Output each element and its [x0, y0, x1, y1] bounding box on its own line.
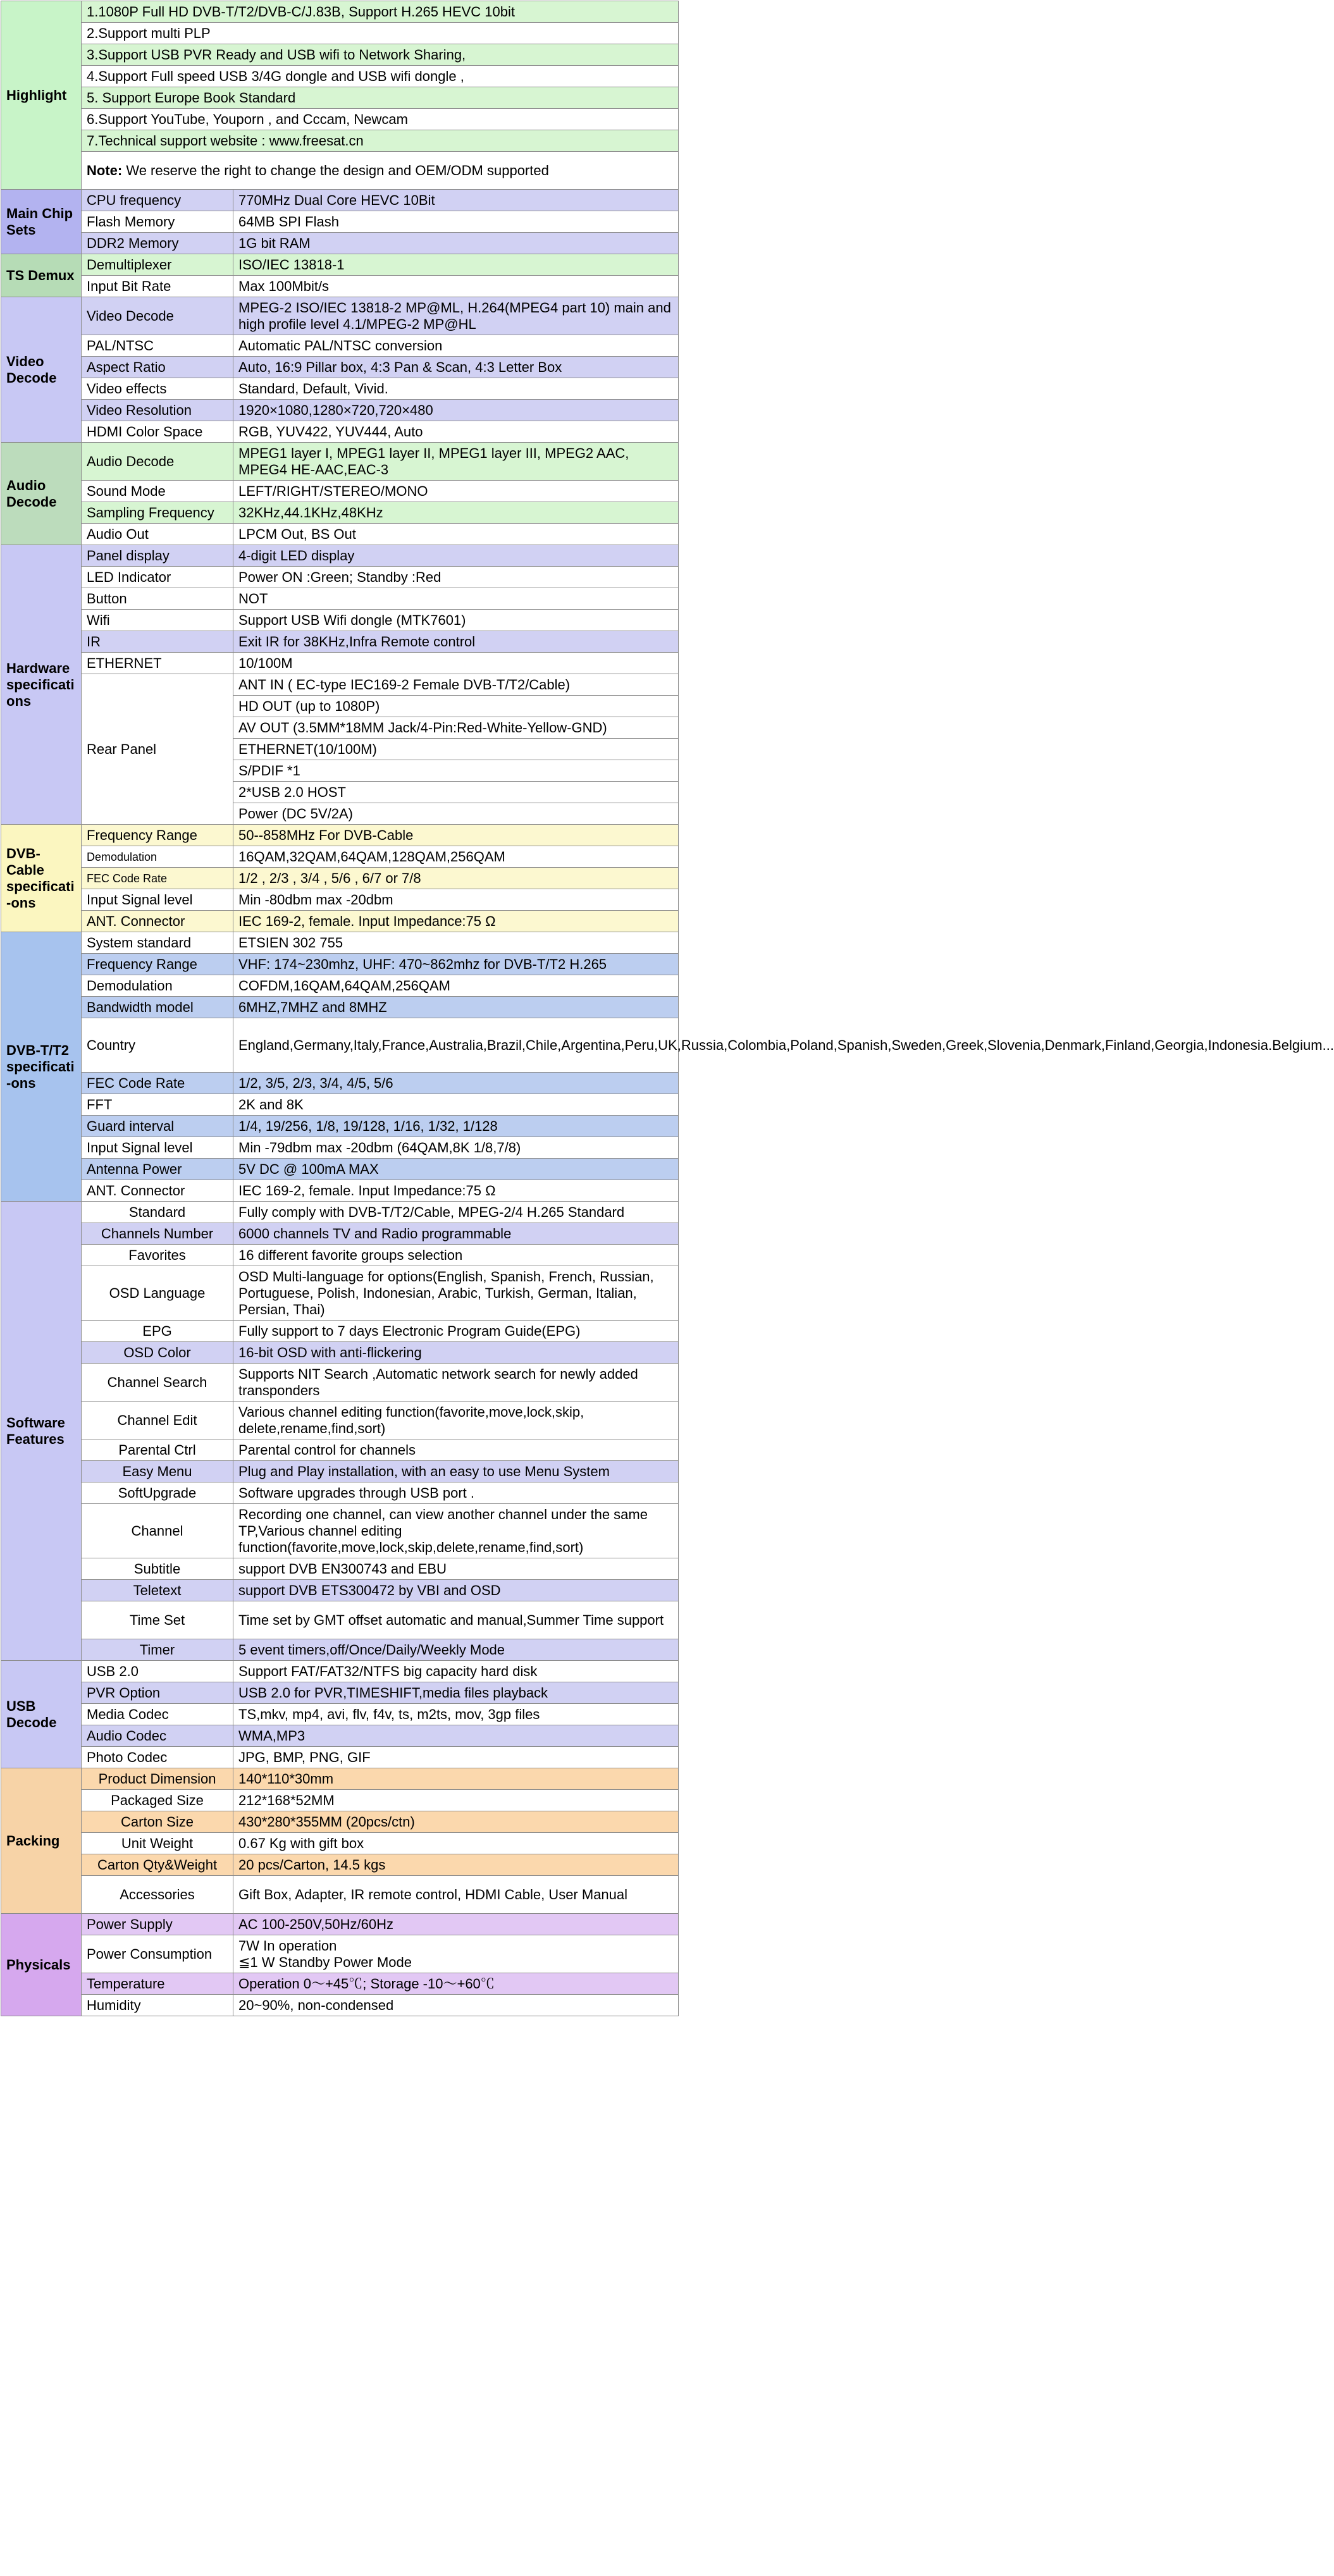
spec-row-hardware: [1, 631, 679, 653]
spec-value-media-codec: TS,mkv, mp4, avi, flv, f4v, ts, m2ts, mov, 3gp files: [233, 1704, 679, 1725]
spec-value-softupgrade: Software upgrades through USB port .: [233, 1482, 679, 1504]
spec-value-timer: 5 event timers,off/Once/Daily/Weekly Mode: [233, 1639, 679, 1661]
spec-row-dvbt: [1, 1116, 679, 1137]
spec-label-humidity: Humidity: [82, 1995, 233, 2016]
spec-label-led-indicator: LED Indicator: [82, 567, 233, 588]
highlight-text: 7.Technical support website : www.freesat.cn: [87, 132, 364, 149]
spec-label-video-decode: Video Decode: [82, 297, 233, 335]
spec-row-physicals: [1, 1935, 679, 1973]
spec-value-ir: Exit IR for 38KHz,Infra Remote control: [233, 631, 679, 653]
spec-row-software: [1, 1482, 679, 1504]
section-label-packing: Packing: [1, 1768, 82, 1914]
spec-label-carton-qty-weight: Carton Qty&Weight: [82, 1854, 233, 1876]
spec-row-software: [1, 1266, 679, 1321]
rear-panel-item: ANT IN ( EC-type IEC169-2 Female DVB-T/T2/Cable): [233, 674, 679, 696]
spec-row-audio: [1, 502, 679, 524]
spec-label-video-resolution: Video Resolution: [82, 400, 233, 421]
section-label-physicals: Physicals: [1, 1914, 82, 2016]
spec-row-usb: [1, 1725, 679, 1747]
spec-row-packing: [1, 1811, 679, 1833]
spec-row-dvbt: [1, 975, 679, 997]
spec-value-guard-interval: 1/4, 19/256, 1/8, 19/128, 1/16, 1/32, 1/128: [233, 1116, 679, 1137]
spec-row-dvbt: [1, 1159, 679, 1180]
spec-label-system-standard: System standard: [82, 932, 233, 954]
spec-value-unit-weight: 0.67 Kg with gift box: [233, 1833, 679, 1854]
spec-value-video-decode: MPEG-2 ISO/IEC 13818-2 MP@ML, H.264(MPEG4 part 10) main and high profile level 4.1/MPEG-2 MP@HL: [233, 297, 679, 335]
spec-value-input-signal-level: Min -79dbm max -20dbm (64QAM,8K 1/8,7/8): [233, 1137, 679, 1159]
spec-row-software: [1, 1601, 679, 1639]
highlight-text: 1.1080P Full HD DVB-T/T2/DVB-C/J.83B, Support H.265 HEVC 10bit: [87, 3, 515, 20]
spec-row-dvbc: [1, 846, 679, 868]
spec-label-channel-edit: Channel Edit: [82, 1402, 233, 1439]
spec-value-demultiplexer: ISO/IEC 13818-1: [233, 254, 679, 276]
spec-label-ant-connector: ANT. Connector: [82, 1180, 233, 1202]
spec-row-highlight: [1, 1, 679, 23]
spec-row-tsdemux: [1, 254, 679, 276]
highlight-item: [82, 152, 679, 190]
spec-label-wifi: Wifi: [82, 610, 233, 631]
spec-row-audio: [1, 524, 679, 545]
spec-row-video: [1, 335, 679, 357]
spec-label-guard-interval: Guard interval: [82, 1116, 233, 1137]
spec-value-favorites: 16 different favorite groups selection: [233, 1245, 679, 1266]
rear-panel-item: ETHERNET(10/100M): [233, 739, 679, 760]
spec-row-audio: [1, 481, 679, 502]
spec-label-ddr2-memory: DDR2 Memory: [82, 233, 233, 254]
spec-row-hardware: [1, 610, 679, 631]
spec-row-software: [1, 1364, 679, 1402]
spec-label-carton-size: Carton Size: [82, 1811, 233, 1833]
spec-value-standard: Fully comply with DVB-T/T2/Cable, MPEG-2/4 H.265 Standard: [233, 1202, 679, 1223]
highlight-item: [82, 130, 679, 152]
spec-label-media-codec: Media Codec: [82, 1704, 233, 1725]
spec-value-led-indicator: Power ON :Green; Standby :Red: [233, 567, 679, 588]
spec-value-carton-qty-weight: 20 pcs/Carton, 14.5 kgs: [233, 1854, 679, 1876]
spec-row-video: [1, 378, 679, 400]
highlight-item: [82, 109, 679, 130]
spec-row-highlight: [1, 66, 679, 87]
spec-value-channels-number: 6000 channels TV and Radio programmable: [233, 1223, 679, 1245]
spec-label-aspect-ratio: Aspect Ratio: [82, 357, 233, 378]
spec-label-demultiplexer: Demultiplexer: [82, 254, 233, 276]
spec-value-teletext: support DVB ETS300472 by VBI and OSD: [233, 1580, 679, 1601]
spec-value-hdmi-color-space: RGB, YUV422, YUV444, Auto: [233, 421, 679, 443]
spec-row-highlight: [1, 130, 679, 152]
highlight-item: [82, 1, 679, 23]
section-label-software: Software Features: [1, 1202, 82, 1661]
spec-value-packaged-size: 212*168*52MM: [233, 1790, 679, 1811]
spec-row-software: [1, 1223, 679, 1245]
spec-label-product-dimension: Product Dimension: [82, 1768, 233, 1790]
spec-row-video: [1, 400, 679, 421]
spec-label-favorites: Favorites: [82, 1245, 233, 1266]
spec-row-tsdemux: [1, 276, 679, 297]
spec-value-power-supply: AC 100-250V,50Hz/60Hz: [233, 1914, 679, 1935]
spec-label-osd-color: OSD Color: [82, 1342, 233, 1364]
spec-label-frequency-range: Frequency Range: [82, 954, 233, 975]
section-label-dvbt: DVB-T/T2 specificati -ons: [1, 932, 82, 1202]
section-label-hardware: Hardware specificati ons: [1, 545, 82, 825]
spec-value-fec-code-rate: 1/2 , 2/3 , 3/4 , 5/6 , 6/7 or 7/8: [233, 868, 679, 889]
spec-row-dvbc: [1, 889, 679, 911]
spec-label-osd-language: OSD Language: [82, 1266, 233, 1321]
highlight-item: [82, 44, 679, 66]
highlight-item: [82, 23, 679, 44]
spec-label-demodulation: Demodulation: [82, 975, 233, 997]
spec-row-highlight: [1, 23, 679, 44]
spec-row-software: [1, 1402, 679, 1439]
spec-value-photo-codec: JPG, BMP, PNG, GIF: [233, 1747, 679, 1768]
section-label-video: Video Decode: [1, 297, 82, 443]
spec-row-mainchip: [1, 233, 679, 254]
spec-value-panel-display: 4-digit LED display: [233, 545, 679, 567]
spec-value-aspect-ratio: Auto, 16:9 Pillar box, 4:3 Pan & Scan, 4:3 Letter Box: [233, 357, 679, 378]
spec-row-dvbc: [1, 825, 679, 846]
highlight-item: [82, 87, 679, 109]
spec-label-audio-codec: Audio Codec: [82, 1725, 233, 1747]
spec-label-bandwidth-model: Bandwidth model: [82, 997, 233, 1018]
spec-row-software: [1, 1439, 679, 1461]
spec-value-system-standard: ETSIEN 302 755: [233, 932, 679, 954]
spec-value-audio-codec: WMA,MP3: [233, 1725, 679, 1747]
spec-label-ethernet: ETHERNET: [82, 653, 233, 674]
spec-label-time-set: Time Set: [82, 1601, 233, 1639]
spec-label-subtitle: Subtitle: [82, 1558, 233, 1580]
spec-label-standard: Standard: [82, 1202, 233, 1223]
spec-row-mainchip: [1, 211, 679, 233]
spec-value-ddr2-memory: 1G bit RAM: [233, 233, 679, 254]
spec-value-antenna-power: 5V DC @ 100mA MAX: [233, 1159, 679, 1180]
section-label-highlight: Highlight: [1, 1, 82, 190]
spec-row-software: [1, 1580, 679, 1601]
spec-label-fft: FFT: [82, 1094, 233, 1116]
spec-label-unit-weight: Unit Weight: [82, 1833, 233, 1854]
spec-row-dvbt: [1, 1094, 679, 1116]
spec-row-packing: [1, 1768, 679, 1790]
spec-value-button: NOT: [233, 588, 679, 610]
highlight-text: 3.Support USB PVR Ready and USB wifi to Network Sharing,: [87, 46, 466, 63]
spec-value-product-dimension: 140*110*30mm: [233, 1768, 679, 1790]
spec-table: [1, 1, 1334, 2016]
rear-panel-item: 2*USB 2.0 HOST: [233, 782, 679, 803]
spec-row-dvbt: [1, 1073, 679, 1094]
spec-value-demodulation: COFDM,16QAM,64QAM,256QAM: [233, 975, 679, 997]
spec-row-dvbt: [1, 1137, 679, 1159]
spec-value-audio-decode: MPEG1 layer I, MPEG1 layer II, MPEG1 layer III, MPEG2 AAC, MPEG4 HE-AAC,EAC-3: [233, 443, 679, 481]
rear-panel-item: Power (DC 5V/2A): [233, 803, 679, 825]
section-label-dvbc: DVB-Cable specificati -ons: [1, 825, 82, 932]
highlight-text: 4.Support Full speed USB 3/4G dongle and USB wifi dongle ,: [87, 68, 464, 84]
spec-row-hardware: [1, 567, 679, 588]
spec-row-software: [1, 1321, 679, 1342]
spec-row-highlight: [1, 152, 679, 190]
spec-label-button: Button: [82, 588, 233, 610]
section-label-audio: Audio Decode: [1, 443, 82, 545]
spec-label-antenna-power: Antenna Power: [82, 1159, 233, 1180]
spec-label-fec-code-rate: FEC Code Rate: [82, 1073, 233, 1094]
spec-row-software: [1, 1342, 679, 1364]
spec-value-video-resolution: 1920×1080,1280×720,720×480: [233, 400, 679, 421]
spec-row-usb: [1, 1747, 679, 1768]
spec-label-demodulation: Demodulation: [82, 846, 233, 868]
spec-label-input-bit-rate: Input Bit Rate: [82, 276, 233, 297]
highlight-text: We reserve the right to change the design and OEM/ODM supported: [122, 162, 549, 178]
spec-row-audio: [1, 443, 679, 481]
spec-value-ethernet: 10/100M: [233, 653, 679, 674]
spec-value-sampling-frequency: 32KHz,44.1KHz,48KHz: [233, 502, 679, 524]
spec-value-fft: 2K and 8K: [233, 1094, 679, 1116]
spec-label-cpu-frequency: CPU frequency: [82, 190, 233, 211]
spec-label-input-signal-level: Input Signal level: [82, 889, 233, 911]
spec-row-highlight: [1, 44, 679, 66]
spec-label-ant-connector: ANT. Connector: [82, 911, 233, 932]
spec-value-easy-menu: Plug and Play installation, with an easy to use Menu System: [233, 1461, 679, 1482]
spec-label-input-signal-level: Input Signal level: [82, 1137, 233, 1159]
spec-row-dvbt: [1, 954, 679, 975]
section-label-usb: USB Decode: [1, 1661, 82, 1768]
rear-panel-item: HD OUT (up to 1080P): [233, 696, 679, 717]
spec-row-video: [1, 421, 679, 443]
spec-value-cpu-frequency: 770MHz Dual Core HEVC 10Bit: [233, 190, 679, 211]
spec-row-dvbt: [1, 1018, 679, 1073]
highlight-text: 2.Support multi PLP: [87, 25, 211, 41]
spec-label-channels-number: Channels Number: [82, 1223, 233, 1245]
highlight-text: 6.Support YouTube, Youporn , and Cccam, Newcam: [87, 111, 408, 127]
spec-value-audio-out: LPCM Out, BS Out: [233, 524, 679, 545]
spec-value-osd-language: OSD Multi-language for options(English, Spanish, French, Russian, Portuguese, Polish, Indonesian, Arabic, Turkish, German, Italian, Persian, Thai): [233, 1266, 679, 1321]
spec-value-channel: Recording one channel, can view another channel under the same TP,Various channel editing function(favorite,move,lock,skip,delete,rename,find,sort): [233, 1504, 679, 1558]
spec-row-hardware: [1, 588, 679, 610]
spec-value-pvr-option: USB 2.0 for PVR,TIMESHIFT,media files playback: [233, 1682, 679, 1704]
spec-value-video-effects: Standard, Default, Vivid.: [233, 378, 679, 400]
spec-row-dvbc: [1, 868, 679, 889]
spec-row-software: [1, 1461, 679, 1482]
spec-value-parental-ctrl: Parental control for channels: [233, 1439, 679, 1461]
spec-value-bandwidth-model: 6MHZ,7MHZ and 8MHZ: [233, 997, 679, 1018]
spec-value-humidity: 20~90%, non-condensed: [233, 1995, 679, 2016]
spec-value-frequency-range: VHF: 174~230mhz, UHF: 470~862mhz for DVB-T/T2 H.265: [233, 954, 679, 975]
spec-value-accessories: Gift Box, Adapter, IR remote control, HDMI Cable, User Manual: [233, 1876, 679, 1914]
spec-label-parental-ctrl: Parental Ctrl: [82, 1439, 233, 1461]
spec-value-input-signal-level: Min -80dbm max -20dbm: [233, 889, 679, 911]
spec-value-pal-ntsc: Automatic PAL/NTSC conversion: [233, 335, 679, 357]
spec-row-packing: [1, 1790, 679, 1811]
spec-row-packing: [1, 1854, 679, 1876]
spec-label-usb-2-0: USB 2.0: [82, 1661, 233, 1682]
spec-row-usb: [1, 1682, 679, 1704]
spec-label-timer: Timer: [82, 1639, 233, 1661]
spec-value-time-set: Time set by GMT offset automatic and manual,Summer Time support: [233, 1601, 679, 1639]
spec-label-country: Country: [82, 1018, 233, 1073]
section-label-mainchip: Main Chip Sets: [1, 190, 82, 254]
spec-row-dvbt: [1, 997, 679, 1018]
spec-label-panel-display: Panel display: [82, 545, 233, 567]
spec-row-dvbc: [1, 911, 679, 932]
spec-label-flash-memory: Flash Memory: [82, 211, 233, 233]
spec-row-mainchip: [1, 190, 679, 211]
spec-row-physicals: [1, 1914, 679, 1935]
spec-row-physicals: [1, 1995, 679, 2016]
spec-value-ant-connector: IEC 169-2, female. Input Impedance:75 Ω: [233, 911, 679, 932]
spec-row-dvbt: [1, 932, 679, 954]
spec-row-packing: [1, 1833, 679, 1854]
spec-row-hardware: [1, 545, 679, 567]
spec-row-software: [1, 1504, 679, 1558]
rear-panel-item: S/PDIF *1: [233, 760, 679, 782]
highlight-item: [82, 66, 679, 87]
spec-row-usb: [1, 1661, 679, 1682]
spec-value-power-consumption: 7W In operation ≦1 W Standby Power Mode: [233, 1935, 679, 1973]
spec-label-pvr-option: PVR Option: [82, 1682, 233, 1704]
spec-row-video: [1, 357, 679, 378]
spec-value-usb-2-0: Support FAT/FAT32/NTFS big capacity hard disk: [233, 1661, 679, 1682]
spec-label-sampling-frequency: Sampling Frequency: [82, 502, 233, 524]
spec-row-physicals: [1, 1973, 679, 1995]
spec-label-softupgrade: SoftUpgrade: [82, 1482, 233, 1504]
spec-value-subtitle: support DVB EN300743 and EBU: [233, 1558, 679, 1580]
spec-label-sound-mode: Sound Mode: [82, 481, 233, 502]
spec-value-input-bit-rate: Max 100Mbit/s: [233, 276, 679, 297]
spec-label-pal-ntsc: PAL/NTSC: [82, 335, 233, 357]
spec-label-frequency-range: Frequency Range: [82, 825, 233, 846]
spec-value-wifi: Support USB Wifi dongle (MTK7601): [233, 610, 679, 631]
spec-value-sound-mode: LEFT/RIGHT/STEREO/MONO: [233, 481, 679, 502]
spec-label-hdmi-color-space: HDMI Color Space: [82, 421, 233, 443]
spec-row-software: [1, 1639, 679, 1661]
section-label-tsdemux: TS Demux: [1, 254, 82, 297]
spec-row-usb: [1, 1704, 679, 1725]
spec-label-power-supply: Power Supply: [82, 1914, 233, 1935]
spec-value-demodulation: 16QAM,32QAM,64QAM,128QAM,256QAM: [233, 846, 679, 868]
spec-label-channel-search: Channel Search: [82, 1364, 233, 1402]
spec-value-channel-edit: Various channel editing function(favorite,move,lock,skip, delete,rename,find,sort): [233, 1402, 679, 1439]
spec-row-highlight: [1, 109, 679, 130]
spec-label-epg: EPG: [82, 1321, 233, 1342]
spec-value-ant-connector: IEC 169-2, female. Input Impedance:75 Ω: [233, 1180, 679, 1202]
spec-value-channel-search: Supports NIT Search ,Automatic network search for newly added transponders: [233, 1364, 679, 1402]
spec-label-ir: IR: [82, 631, 233, 653]
spec-value-temperature: Operation 0～+45℃; Storage -10～+60℃: [233, 1973, 679, 1995]
highlight-text: 5. Support Europe Book Standard: [87, 89, 296, 106]
note-label: Note:: [87, 162, 123, 178]
spec-row-packing: [1, 1876, 679, 1914]
spec-row-software: [1, 1558, 679, 1580]
spec-row-software: [1, 1245, 679, 1266]
spec-label-audio-out: Audio Out: [82, 524, 233, 545]
spec-table-body: [1, 1, 1334, 2016]
spec-label-rear-panel: Rear Panel: [82, 674, 233, 825]
spec-label-temperature: Temperature: [82, 1973, 233, 1995]
spec-label-video-effects: Video effects: [82, 378, 233, 400]
spec-label-packaged-size: Packaged Size: [82, 1790, 233, 1811]
spec-row-software: [1, 1202, 679, 1223]
spec-row-rear-panel: [1, 674, 679, 696]
spec-label-fec-code-rate: FEC Code Rate: [82, 868, 233, 889]
spec-value-osd-color: 16-bit OSD with anti-flickering: [233, 1342, 679, 1364]
spec-label-audio-decode: Audio Decode: [82, 443, 233, 481]
spec-row-dvbt: [1, 1180, 679, 1202]
spec-row-video: [1, 297, 679, 335]
spec-label-channel: Channel: [82, 1504, 233, 1558]
spec-value-frequency-range: 50--858MHz For DVB-Cable: [233, 825, 679, 846]
spec-label-power-consumption: Power Consumption: [82, 1935, 233, 1973]
rear-panel-item: AV OUT (3.5MM*18MM Jack/4-Pin:Red-White-Yellow-GND): [233, 717, 679, 739]
spec-label-easy-menu: Easy Menu: [82, 1461, 233, 1482]
spec-row-hardware: [1, 653, 679, 674]
spec-label-teletext: Teletext: [82, 1580, 233, 1601]
spec-value-carton-size: 430*280*355MM (20pcs/ctn): [233, 1811, 679, 1833]
spec-value-epg: Fully support to 7 days Electronic Program Guide(EPG): [233, 1321, 679, 1342]
spec-value-flash-memory: 64MB SPI Flash: [233, 211, 679, 233]
spec-label-photo-codec: Photo Codec: [82, 1747, 233, 1768]
spec-value-country: England,Germany,Italy,France,Australia,Brazil,Chile,Argentina,Peru,UK,Russia,Colombia,Poland,Spanish,Sweden,Greek,Slovenia,Denmark,Finland,Georgia,Indonesia.Belgium...: [233, 1018, 679, 1073]
spec-value-fec-code-rate: 1/2, 3/5, 2/3, 3/4, 4/5, 5/6: [233, 1073, 679, 1094]
spec-label-accessories: Accessories: [82, 1876, 233, 1914]
spec-row-highlight: [1, 87, 679, 109]
